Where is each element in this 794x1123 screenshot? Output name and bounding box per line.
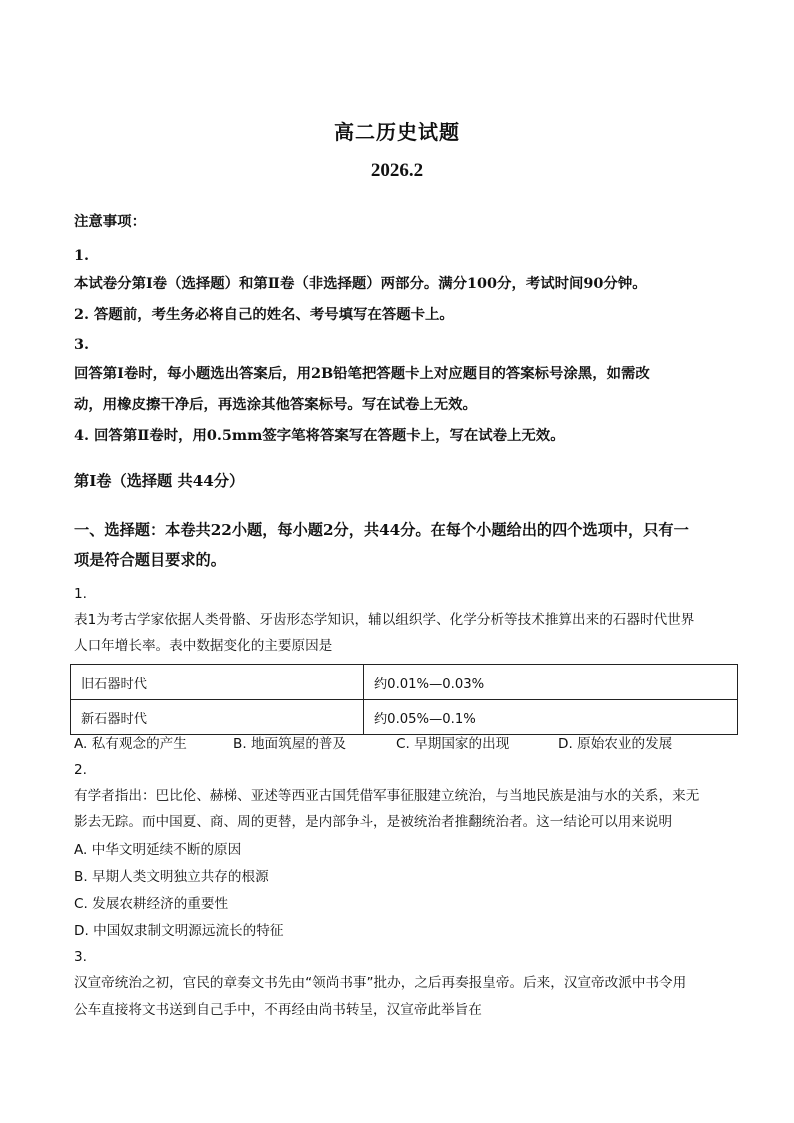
question-1-number: 1.	[74, 586, 87, 602]
question-2-option-d: D. 中国奴隶制文明源远流长的特征	[74, 923, 284, 939]
question-2-option-c: C. 发展农耕经济的重要性	[74, 896, 229, 912]
question-2-stem-line2: 影去无踪。而中国夏、商、周的更替，是内部争斗，是被统治者推翻统治者。这一结论可以用来说明	[74, 814, 673, 830]
section-instruction-line1: 一、选择题：本卷共22小题，每小题2分，共44分。在每个小题给出的四个选项中，只有一	[74, 521, 689, 539]
question-3-stem-line1: 汉宣帝统治之初，官民的章奏文书先由“领尚书事”批办，之后再奏报皇帝。后来，汉宣帝改派中书令用	[74, 975, 687, 991]
question-2-option-a: A. 中华文明延续不断的原因	[74, 842, 242, 858]
table-cell-era: 新石器时代	[71, 700, 364, 735]
question-2-number: 2.	[74, 762, 87, 778]
question-1-option-c: C. 早期国家的出现	[396, 736, 510, 752]
question-1-stem-line1: 表1为考古学家依据人类骨骼、牙齿形态学知识，辅以组织学、化学分析等技术推算出来的石器时代世界	[74, 612, 695, 628]
question-1-stem-line2: 人口年增长率。表中数据变化的主要原因是	[74, 638, 333, 654]
notice-item-4-text: 4. 回答第Ⅱ卷时，用0.5mm签字笔将答案写在答题卡上，写在试卷上无效。	[74, 427, 565, 444]
part1-title: 第Ⅰ卷（选择题 共44分）	[74, 472, 245, 490]
notice-item-3-text-line1: 回答第Ⅰ卷时，每小题选出答案后，用2B铅笔把答题卡上对应题目的答案标号涂黑，如需改	[74, 365, 650, 382]
question-1-option-a: A. 私有观念的产生	[74, 736, 187, 752]
question-3-stem-line2: 公车直接将文书送到自己手中，不再经由尚书转呈，汉宣帝此举旨在	[74, 1002, 482, 1018]
question-2-stem-line1: 有学者指出：巴比伦、赫梯、亚述等西亚古国凭借军事征服建立统治，与当地民族是油与水的关系，来无	[74, 788, 700, 804]
population-growth-table	[70, 664, 738, 735]
exam-title: 高二历史试题	[334, 120, 460, 144]
notice-item-2-text: 2. 答题前，考生务必将自己的姓名、考号填写在答题卡上。	[74, 306, 454, 323]
notice-item-1-number: 1.	[74, 247, 90, 264]
question-1-option-d: D. 原始农业的发展	[558, 736, 673, 752]
question-3-number: 3.	[74, 949, 87, 965]
table-row	[71, 665, 738, 700]
table-cell-rate: 约0.05%—0.1%	[364, 700, 738, 735]
section-instruction-line2: 项是符合题目要求的。	[74, 551, 226, 569]
notice-heading: 注意事项：	[74, 213, 146, 230]
table-row	[71, 700, 738, 735]
notice-item-1-text: 本试卷分第Ⅰ卷（选择题）和第Ⅱ卷（非选择题）两部分。满分100分，考试时间90分钟。	[74, 275, 647, 292]
notice-item-3-number: 3.	[74, 336, 90, 353]
table-cell-rate: 约0.01%—0.03%	[364, 665, 738, 700]
table-cell-era: 旧石器时代	[71, 665, 364, 700]
exam-date: 2026.2	[370, 160, 424, 181]
question-2-option-b: B. 早期人类文明独立共存的根源	[74, 869, 269, 885]
question-1-options	[74, 734, 734, 754]
notice-item-3-text-line2: 动，用橡皮擦干净后，再选涂其他答案标号。写在试卷上无效。	[74, 396, 477, 413]
question-1-option-b: B. 地面筑屋的普及	[233, 736, 347, 752]
